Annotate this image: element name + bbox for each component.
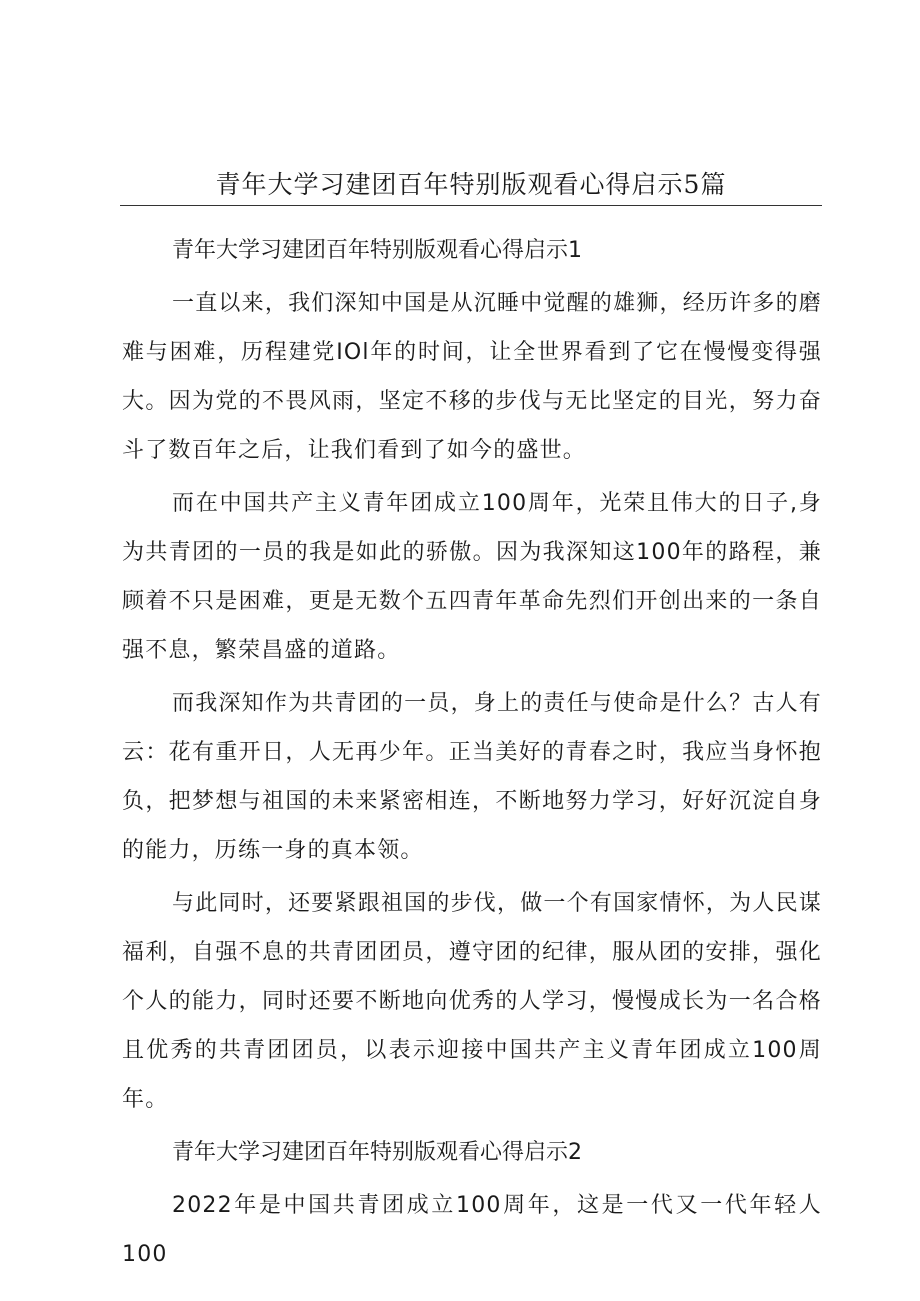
document-body bbox=[122, 226, 822, 1283]
section-heading-1: 青年大学习建团百年特别版观看心得启示1 bbox=[172, 238, 582, 263]
paragraph-1: 一直以来，我们深知中国是从沉睡中觉醒的雄狮，经历许多的磨难与困难，历程建党IOl年的时间，让全世界看到了它在慢慢变得强大。因为党的不畏风雨，坚定不移的步伐与无比坚定的目光，努力奋斗了数百年之后，让我们看到了如今的盛世。 bbox=[122, 291, 822, 463]
paragraph-2: 而在中国共产主义青年团成立100周年，光荣且伟大的日子,身为共青团的一员的我是如此的骄傲。因为我深知这100年的路程，兼顾着不只是困难，更是无数个五四青年革命先烈们开创出来的一条自强不息，繁荣昌盛的道路。 bbox=[122, 491, 822, 663]
section-heading-2: 青年大学习建团百年特别版观看心得启示2 bbox=[172, 1140, 582, 1165]
paragraph-4: 与此同时，还要紧跟祖国的步伐，做一个有国家情怀，为人民谋福利，自强不息的共青团团员，遵守团的纪律，服从团的安排，强化个人的能力，同时还要不断地向优秀的人学习，慢慢成长为一名合格且优秀的共青团团员，以表示迎接中国共产主义青年团成立100周年。 bbox=[122, 891, 822, 1112]
paragraph-3: 而我深知作为共青团的一员，身上的责任与使命是什么？古人有云：花有重开日，人无再少年。正当美好的青春之时，我应当身怀抱负，把梦想与祖国的未来紧密相连，不断地努力学习，好好沉淀自身的能力，历练一身的真本领。 bbox=[122, 691, 822, 863]
paragraph-5: 2022年是中国共青团成立100周年，这是一代又一代年轻人100 bbox=[122, 1193, 822, 1267]
title-divider bbox=[120, 205, 822, 206]
document-title: 青年大学习建团百年特别版观看心得启示5篇 bbox=[215, 170, 727, 199]
